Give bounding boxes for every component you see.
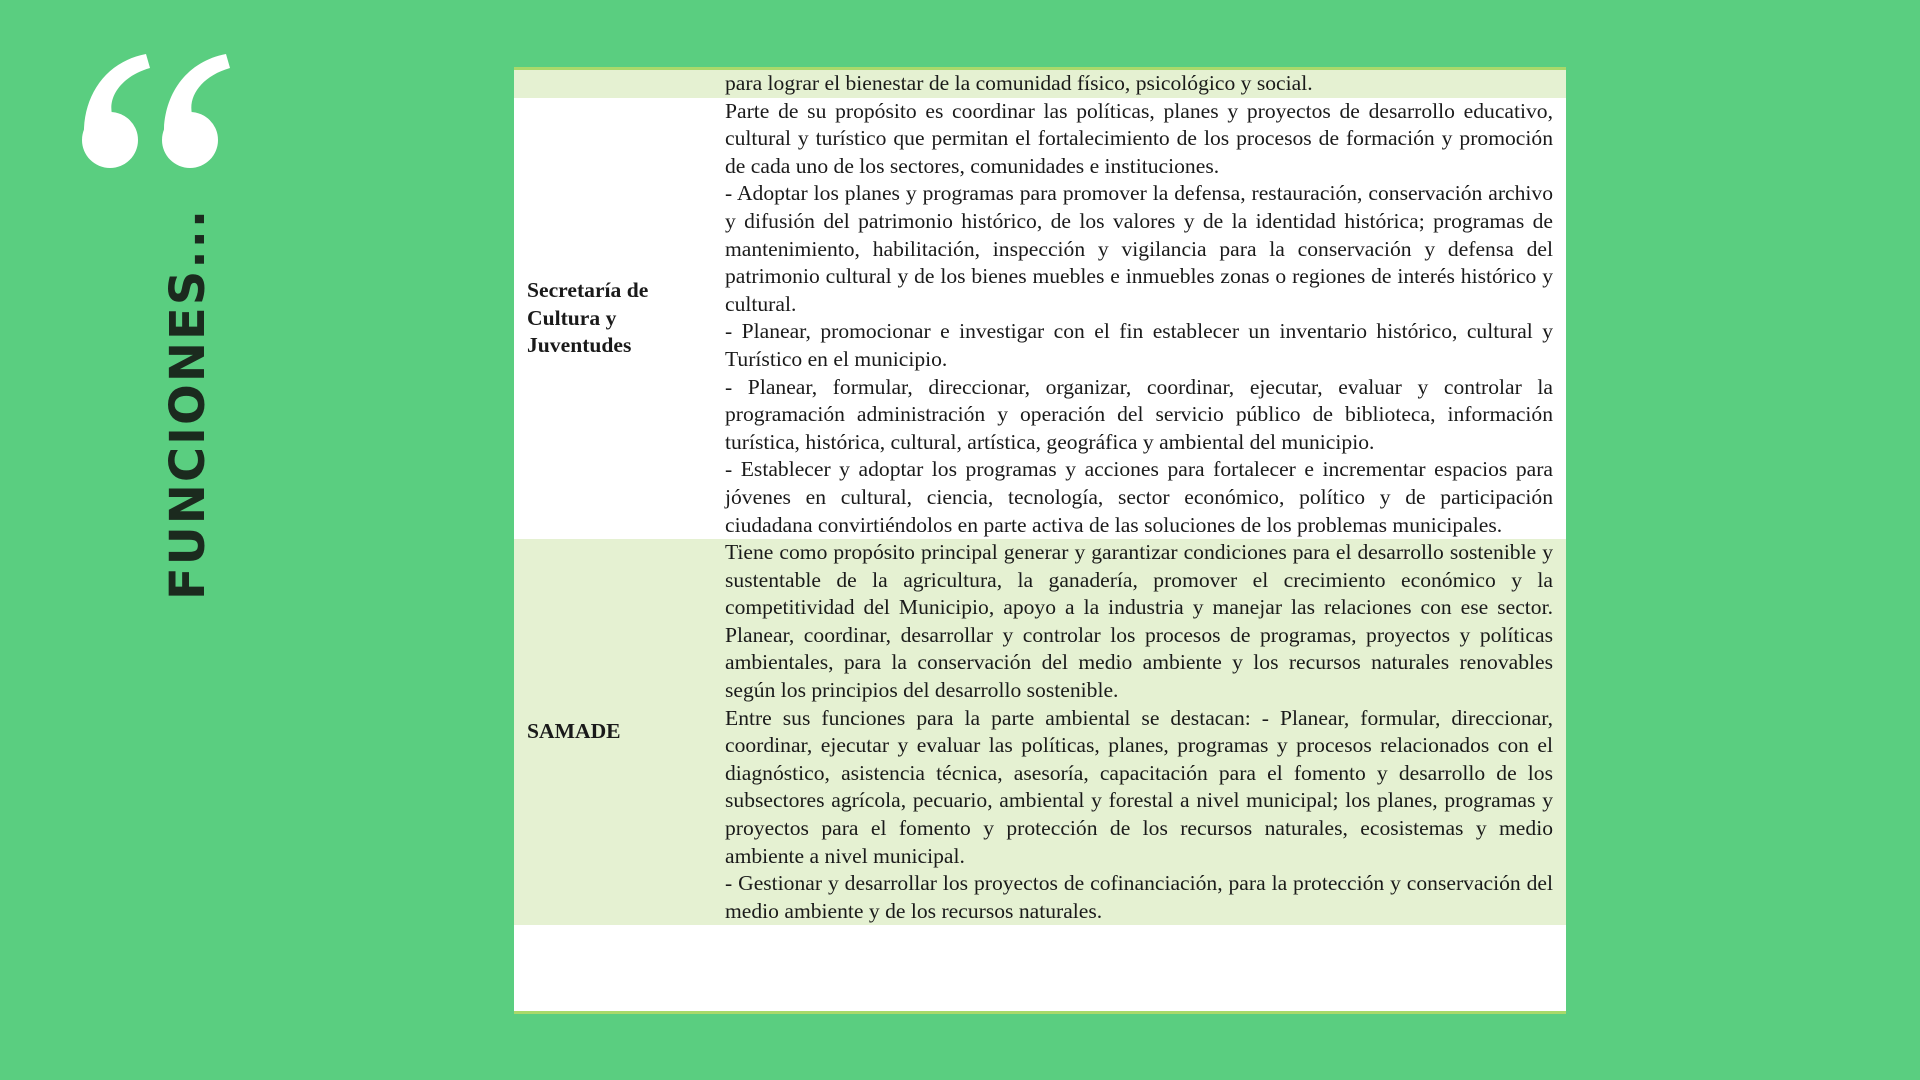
row-label-line: SAMADE xyxy=(527,719,621,744)
row-label-cell xyxy=(514,98,725,540)
functions-table-image xyxy=(514,67,1566,1014)
table-row xyxy=(514,539,1566,925)
description-paragraph: Parte de su propósito es coordinar las políticas, planes y proyectos de desarrollo educativo, cultural y turístico que permitan el fortalecimiento de los procesos de formación y promoción de cada uno de los sectores, comunidades e instituciones. xyxy=(725,98,1553,178)
description-paragraph: - Planear, promocionar e investigar con el fin establecer un inventario histórico, cultural y Turístico en el municipio. xyxy=(725,319,1553,371)
table-row xyxy=(514,70,1566,98)
row-label-cell xyxy=(514,70,725,98)
row-label-line: Secretaría de xyxy=(527,277,649,302)
row-description-cell xyxy=(725,70,1566,98)
row-description-cell xyxy=(725,539,1566,925)
description-paragraph: Entre sus funciones para la parte ambiental se destacan: - Planear, formular, direccionar, coordinar, ejecutar y evaluar las políticas, planes, programas y procesos relacionados con el diagnóstico, asistencia técnica, asesoría, capacitación para el fomento y desarrollo de los subsectores agrícola, pecuario, ambiental y forestal a nivel municipal; los planes, programas y proyectos para el fomento y protección de los recursos naturales, ecosistemas y medio ambiente a nivel municipal. xyxy=(725,705,1553,868)
table-row xyxy=(514,98,1566,540)
description-paragraph: para lograr el bienestar de la comunidad físico, psicológico y social. xyxy=(725,71,1313,95)
functions-table xyxy=(514,70,1566,925)
description-paragraph: - Establecer y adoptar los programas y acciones para fortalecer e incrementar espacios para jóvenes en cultural, ciencia, tecnología, sector económico, político y de participación ciudadana convirtiéndolos en parte activa de las soluciones de los problemas municipales. xyxy=(725,457,1553,537)
description-paragraph: Tiene como propósito principal generar y garantizar condiciones para el desarrollo sostenible y sustentable de la agricultura, la ganadería, promover el crecimiento económico y la competitividad del Municipio, apoyo a la industria y manejar las relaciones con ese sector. Planear, coordinar, desarrollar y controlar los procesos de programas, proyectos y políticas ambientales, para la conservación del medio ambiente y los recursos naturales renovables según los principios del desarrollo sostenible. xyxy=(725,540,1553,703)
description-paragraph: - Adoptar los planes y programas para promover la defensa, restauración, conservación archivo y difusión del patrimonio histórico, de los valores y de la identidad histórica; programas de mantenimiento, habilitación, inspección y vigilancia para la conservación y defensa del patrimonio cultural y de los bienes muebles e inmuebles zonas o regiones de interés histórico y cultural. xyxy=(725,181,1553,316)
row-label-line: Cultura y xyxy=(527,305,617,330)
row-label-line: Juventudes xyxy=(527,333,632,358)
row-label-cell xyxy=(514,539,725,925)
opening-double-quote-icon xyxy=(78,52,238,172)
description-paragraph: - Gestionar y desarrollar los proyectos de cofinanciación, para la protección y conservación del medio ambiente y de los recursos naturales. xyxy=(725,871,1553,923)
row-description-cell xyxy=(725,98,1566,540)
description-paragraph: - Planear, formular, direccionar, organizar, coordinar, ejecutar, evaluar y controlar la programación administración y operación del servicio público de biblioteca, información turística, histórica, cultural, artística, geográfica y ambiental del municipio. xyxy=(725,374,1553,454)
side-title: FUNCIONES... xyxy=(160,207,216,600)
